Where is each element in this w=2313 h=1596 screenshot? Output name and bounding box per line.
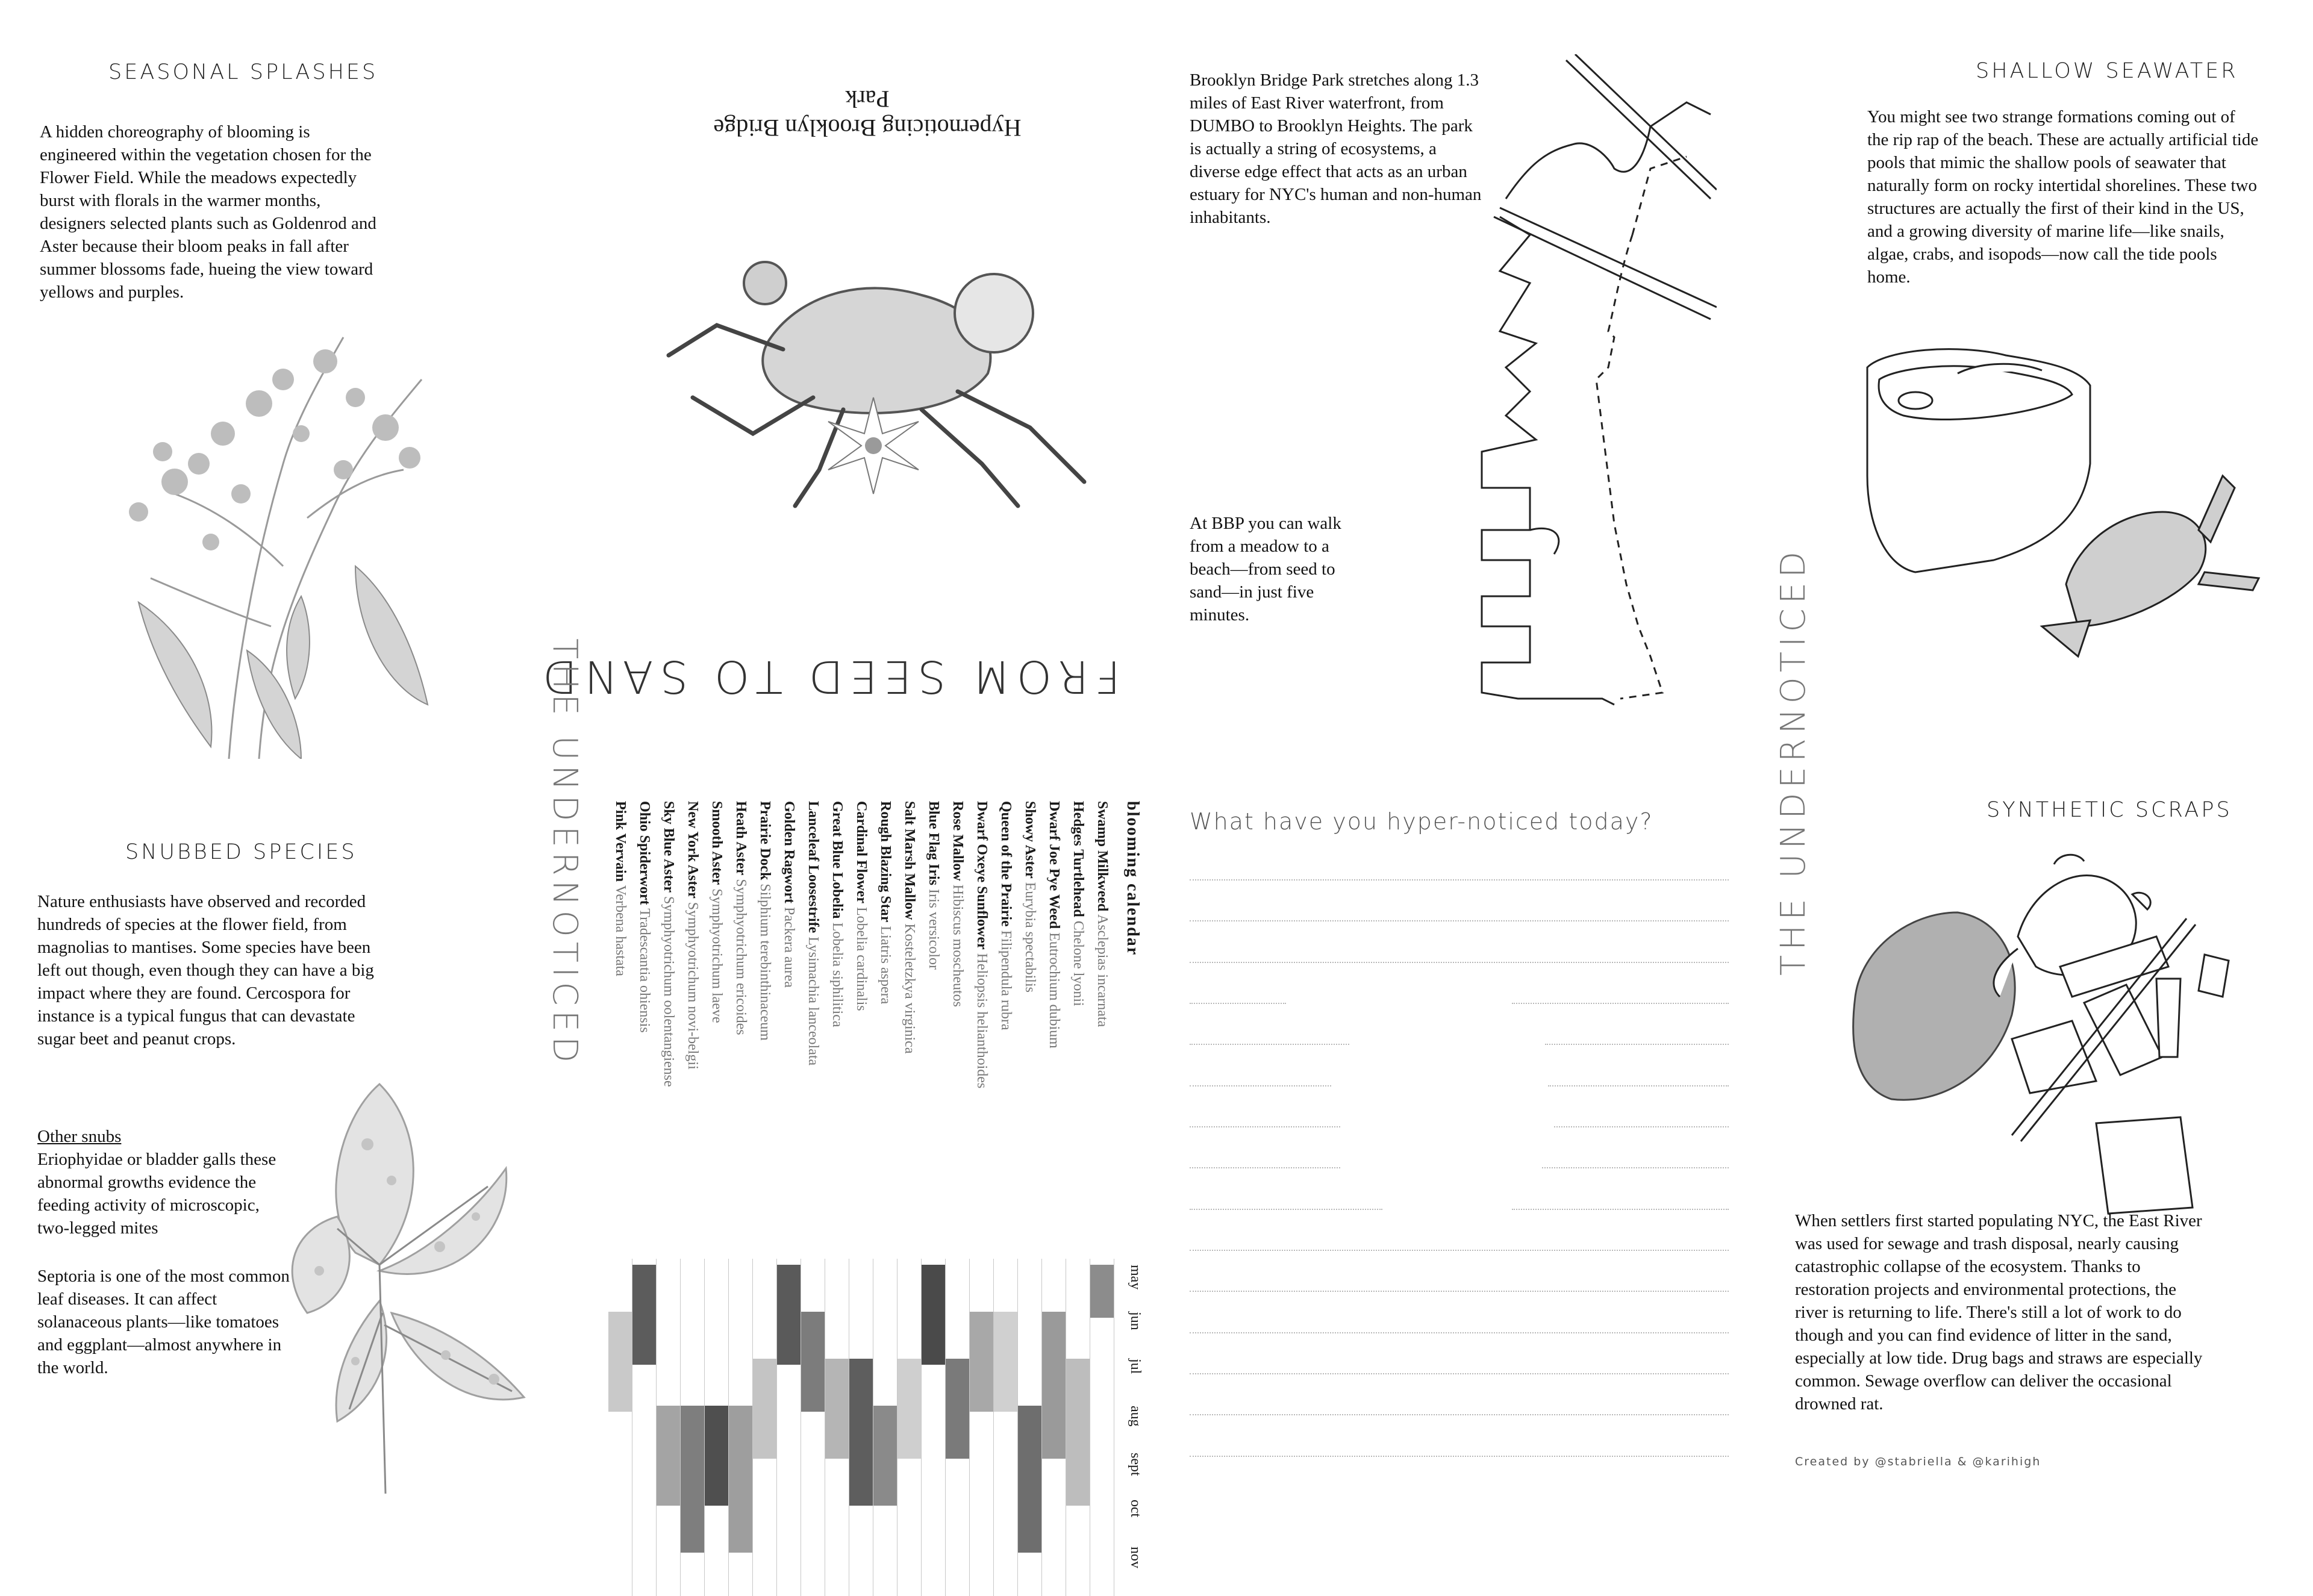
park-map [1434, 54, 1717, 717]
from-seed-to-sand [537, 650, 1120, 702]
calendar-month: jul [1128, 1359, 1143, 1374]
bloom-period-bar [681, 1406, 705, 1553]
journal-line[interactable] [1190, 1250, 1729, 1251]
plant-common-name: Ohio Spiderwort [637, 801, 652, 905]
bloom-period-bar [946, 1359, 970, 1459]
plant-latin-name: Chelone lyonii [1070, 920, 1086, 1006]
brochure-title [699, 84, 1036, 142]
journal-line[interactable] [1545, 1044, 1729, 1045]
credit-line: Created by @stabriella & @karihigh [1795, 1455, 2041, 1468]
plant-common-name: Rough Blazing Star [878, 801, 893, 923]
plant-latin-name: Verbena hastata [613, 885, 628, 976]
calendar-row-divider [728, 1259, 729, 1596]
journal-line[interactable] [1190, 1456, 1729, 1457]
journal-line[interactable] [1512, 1209, 1729, 1210]
shallow-seawater-text: You might see two strange formations coming out of the rip rap of the beach. These are actually artificial tide pools that mimic the shallow pools of seawater that naturally form on rocky intertidal shorelines. These two structures are actually the first of their kind in the US, and a growing diversity of marine life—like snails, algae, crabs, and isopods—now call the tide pools home. [1867, 107, 2259, 287]
plant-common-name: Pink Vervain [613, 801, 628, 882]
calendar-plant-row [705, 801, 729, 1433]
plant-latin-name: Liatris aspera [878, 926, 893, 1005]
goldenrod-illustration [102, 313, 446, 759]
bloom-period-bar [825, 1359, 849, 1459]
plant-common-name: Showy Aster [1022, 801, 1038, 879]
calendar-plant-row [681, 801, 705, 1433]
journal-line[interactable] [1190, 1291, 1729, 1292]
journal-line[interactable] [1554, 1126, 1729, 1127]
plant-latin-name: Eurybia spectabilis [1022, 882, 1038, 993]
plant-latin-name: Iris versicolor [926, 889, 941, 970]
plant-latin-name: Kosteletzkya virginica [902, 923, 917, 1054]
journal-line[interactable] [1190, 879, 1729, 881]
plant-common-name: Blue Flag Iris [926, 801, 941, 886]
bloom-period-bar [632, 1265, 657, 1365]
bloom-period-bar [777, 1265, 801, 1365]
journal-line[interactable] [1190, 1373, 1729, 1374]
calendar-row-divider [921, 1259, 922, 1596]
plant-latin-name: Lysimachia lanceolata [805, 937, 821, 1066]
bloom-period-bar [729, 1406, 753, 1553]
calendar-row-divider [993, 1259, 994, 1596]
plant-common-name: Cardinal Flower [854, 801, 869, 903]
plant-latin-name: Symphyotrichum ericoides [733, 879, 749, 1035]
calendar-plant-row [1018, 801, 1042, 1433]
journal-line[interactable] [1190, 1085, 1331, 1086]
calendar-row-divider [752, 1259, 753, 1596]
journal-line[interactable] [1190, 1044, 1349, 1045]
bloom-period-bar [1090, 1265, 1114, 1318]
journal-line[interactable] [1548, 1085, 1729, 1086]
plant-latin-name: Filipendula rubra [998, 930, 1014, 1030]
calendar-month: jun [1128, 1312, 1143, 1330]
snubbed-species-heading: SNUBBED SPECIES [125, 840, 357, 864]
snubbed-species-text: Nature enthusiasts have observed and recorded hundreds of species at the flower field, from magnolias to mantises. Some species have been left out though, even though they can have a big impact where they are found. Cercospora for instance is a typical fungus that can devastate sugar beet and peanut crops. [37, 892, 374, 1049]
plant-common-name: Salt Marsh Mallow [902, 801, 917, 920]
calendar-plant-row [729, 801, 753, 1433]
calendar-plant-row [946, 801, 970, 1433]
bloom-period-bar [970, 1312, 994, 1412]
calendar-plant-row [825, 801, 849, 1433]
bloom-period-bar [922, 1265, 946, 1365]
plant-common-name: Lanceleaf Loosestrife [805, 801, 821, 934]
bloom-period-bar [897, 1359, 922, 1459]
bloom-period-bar [1066, 1359, 1090, 1506]
bloom-period-bar [657, 1406, 681, 1506]
bloom-period-bar [1042, 1312, 1066, 1459]
calendar-month: sept [1128, 1453, 1143, 1476]
journal-line[interactable] [1512, 1003, 1729, 1004]
hyper-noticed-question: What have you hyper-noticed today? [1190, 808, 1653, 835]
shallow-seawater-heading: SHALLOW SEAWATER [1976, 59, 2238, 83]
the-undernoticed-right-text: THE UNDERNOTICED [1774, 546, 1813, 976]
plant-latin-name: Silphium terebinthinaceum [757, 884, 773, 1041]
bloom-period-bar [753, 1359, 777, 1459]
plant-latin-name: Symphyotrichum laeve [709, 888, 725, 1023]
plant-common-name: Sky Blue Aster [661, 801, 676, 893]
plant-latin-name: Hibiscus moscheutos [950, 884, 966, 1007]
plant-latin-name: Packera aurea [781, 907, 797, 988]
journal-line[interactable] [1190, 1126, 1340, 1127]
synthetic-scraps-heading: SYNTHETIC SCRAPS [1987, 798, 2232, 822]
plant-latin-name: Eutrochium dubium [1046, 932, 1062, 1049]
calendar-row-divider [776, 1259, 777, 1596]
plant-common-name: Great Blue Lobelia [829, 801, 845, 919]
calendar-plant-row [849, 801, 873, 1433]
calendar-title: blooming calendar [1123, 801, 1142, 956]
plant-latin-name: Asclepias incarnata [1094, 914, 1110, 1027]
plant-latin-name: Heliopsis helianthoides [974, 953, 990, 1089]
other-snubs-title: Other snubs [37, 1127, 122, 1146]
other-snubs-text: Eriophyidae or bladder galls these abnormal growths evidence the feeding activity of microscopic, two-legged mites [37, 1150, 276, 1238]
calendar-plant-row [873, 801, 897, 1433]
plant-latin-name: Symphyotrichum novi-belgii [685, 902, 701, 1070]
the-undernoticed-left-text: THE UNDERNOTICED [545, 638, 584, 1068]
plant-common-name: Prairie Dock [757, 801, 773, 881]
journal-line[interactable] [1190, 1209, 1382, 1210]
crab-illustration [645, 217, 1114, 524]
seasonal-splashes-heading: SEASONAL SPLASHES [108, 60, 378, 84]
bloom-period-bar [994, 1312, 1018, 1412]
bbp-intro-text: Brooklyn Bridge Park stretches along 1.3 miles of East River waterfront, from DUMBO to Brooklyn Heights. The park is actually a string of ecosystems, a diverse edge effect that acts as an urban estuary for NYC's human and non-human inhabitants. [1190, 70, 1482, 227]
journal-line[interactable] [1190, 1332, 1729, 1333]
calendar-plant-row [1066, 801, 1090, 1433]
plant-common-name: Rose Mallow [950, 801, 966, 881]
calendar-plant-row [1090, 801, 1114, 1433]
seasonal-splashes-text: A hidden choreography of blooming is engineered within the vegetation chosen for the Flower Field. While the meadows expectedly burst with florals in the warmer months, designers selected plants such as Goldenrod and Aster because their bloom peaks in fall after summer blossoms fade, hueing the view toward yellows and purples. [40, 122, 376, 302]
bloom-period-bar [873, 1406, 897, 1506]
plant-latin-name: Lobelia siphilitica [829, 922, 845, 1027]
calendar-plant-row [657, 801, 681, 1433]
plant-common-name: Smooth Aster [709, 801, 725, 885]
calendar-month: nov [1128, 1547, 1143, 1568]
calendar-row-divider [704, 1259, 705, 1596]
the-undernoticed-vertical-right [1774, 547, 1813, 976]
plant-latin-name: Lobelia cardinalis [854, 906, 869, 1011]
plant-latin-name: Tradescantia ohiensis [637, 908, 652, 1033]
calendar-month: oct [1128, 1500, 1143, 1518]
bloom-period-bar [608, 1312, 632, 1412]
plant-common-name: Hedges Turtlehead [1070, 801, 1086, 917]
calendar-row-divider [945, 1259, 946, 1596]
calendar-row-divider [1017, 1259, 1018, 1596]
calendar-plant-row [753, 801, 777, 1433]
journal-line[interactable] [1542, 1167, 1729, 1168]
brochure-title-text: Hypernoticing Brooklyn Bridge Park [713, 86, 1022, 142]
plant-common-name: Dwarf Joe Pye Weed [1046, 801, 1062, 929]
plant-common-name: Dwarf Oxeye Sunflower [974, 801, 990, 950]
calendar-plant-row [897, 801, 922, 1433]
calendar-row-divider [656, 1259, 657, 1596]
journal-line[interactable] [1190, 962, 1729, 963]
the-undernoticed-vertical-left [545, 638, 584, 1067]
journal-line[interactable] [1190, 1414, 1729, 1415]
calendar-row-divider [1041, 1259, 1042, 1596]
calendar-month: aug [1128, 1406, 1143, 1427]
bloom-period-bar [801, 1312, 825, 1412]
from-seed-to-sand-text: FROM SEED TO SAND [537, 650, 1120, 702]
calendar-row-divider [680, 1259, 681, 1596]
plant-common-name: Queen of the Prairie [998, 801, 1014, 927]
calendar-month: may [1128, 1265, 1143, 1290]
calendar-row-divider [969, 1259, 970, 1596]
bbp-walk-text: At BBP you can walk from a meadow to a beach—from seed to sand—in just five minutes. [1190, 514, 1341, 625]
journal-line[interactable] [1190, 1003, 1286, 1004]
plant-common-name: Swamp Milkweed [1094, 801, 1110, 912]
journal-line[interactable] [1190, 1167, 1340, 1168]
plant-latin-name: Symphyotrichum oolentangiense [661, 896, 676, 1087]
plant-common-name: Golden Ragwort [781, 801, 797, 903]
tide-pool-illustration [1861, 343, 2271, 669]
plant-common-name: New York Aster [685, 801, 701, 899]
journal-line[interactable] [1190, 920, 1729, 921]
synthetic-scraps-text: When settlers first started populating NYC, the East River was used for sewage and trash disposal, nearly causing catastrophic collapse of the ecosystem. Thanks to restoration projects and environmental protections, the river is returning to life. There's still a lot of work to do though and you can find evidence of litter in the sand, especially at low tide. Drug bags and straws are especially common. Sewage overflow can deliver the occasional drowned rat. [1795, 1211, 2203, 1414]
diseased-leaf-illustration [259, 1072, 572, 1494]
plant-common-name: Heath Aster [733, 801, 749, 876]
bloom-period-bar [705, 1406, 729, 1506]
litter-illustration [1843, 846, 2265, 1256]
blooming-calendar [613, 801, 1143, 1568]
bloom-period-bar [1018, 1406, 1042, 1553]
bloom-period-bar [849, 1359, 873, 1506]
septoria-text: Septoria is one of the most common leaf diseases. It can affect solanaceous plants—like tomatoes and eggplant—almost anywhere in the world. [37, 1267, 290, 1377]
